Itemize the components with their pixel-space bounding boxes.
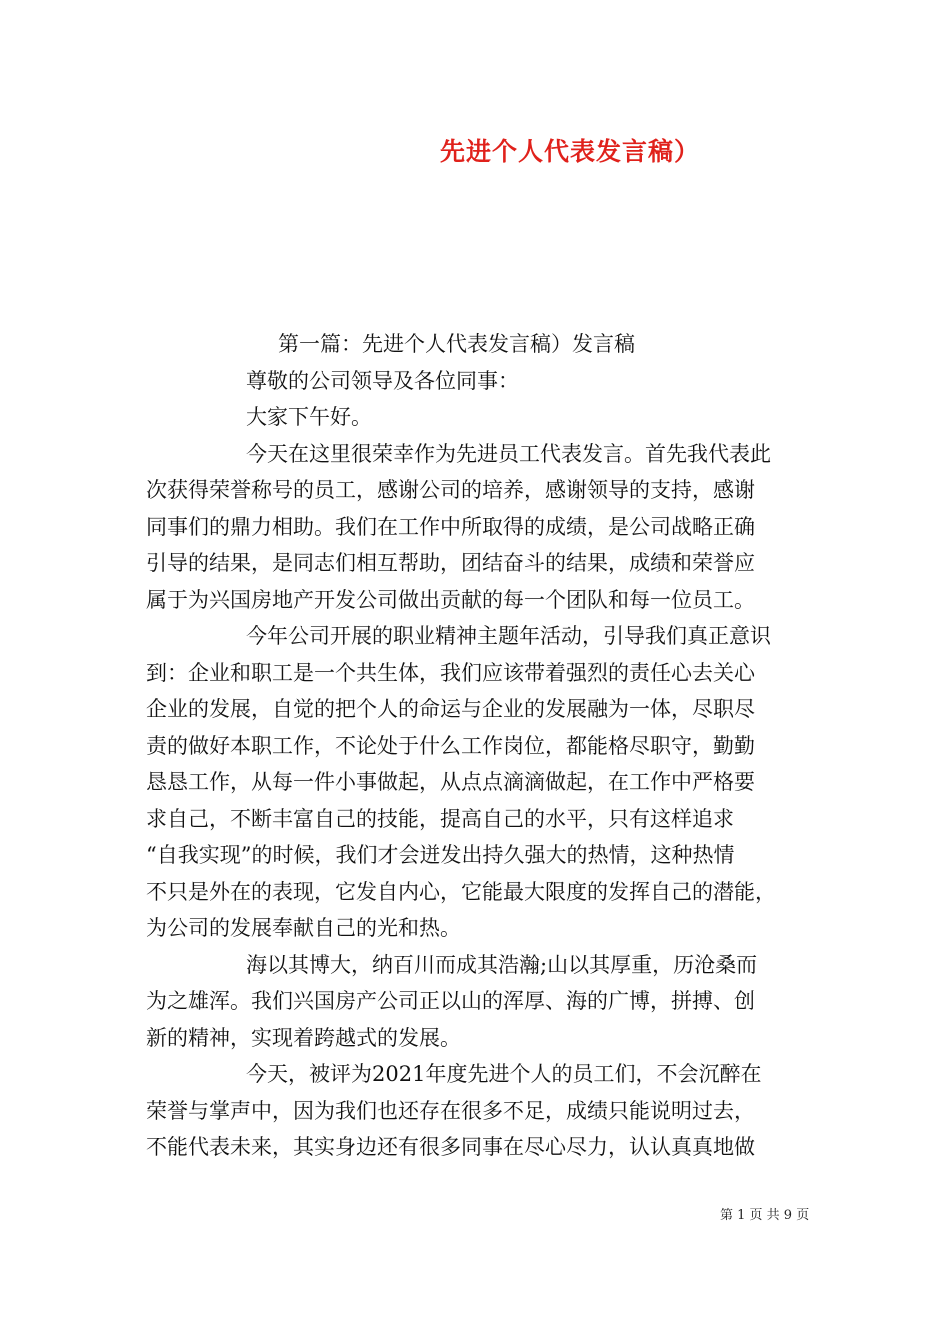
paragraph-line: 属于为兴国房地产开发公司做出贡献的每一个团队和每一位员工。	[146, 587, 755, 612]
paragraph-line: 恳恳工作，从每一件小事做起，从点点滴滴做起，在工作中严格要	[146, 770, 755, 794]
paragraph-4	[146, 1056, 836, 1166]
paragraph-line: 不只是外在的表现，它发自内心，它能最大限度的发挥自己的潜能，	[146, 879, 776, 904]
paragraph-line: 同事们的鼎力相助。我们在工作中所取得的成绩，是公司战略正确	[146, 514, 755, 539]
paragraph-1	[146, 436, 836, 619]
page-number: 第 1 页 共 9 页	[720, 1208, 810, 1223]
paragraph-2	[146, 618, 836, 947]
paragraph-line: 企业的发展，自觉的把个人的命运与企业的发展融为一体，尽职尽	[146, 697, 755, 721]
paragraph-line: “自我实现”的时候，我们才会迸发出持久强大的热情，这种热情	[146, 843, 735, 867]
salutation: 尊敬的公司领导及各位同事：	[246, 368, 519, 393]
paragraph-line: 今天在这里很荣幸作为先进员工代表发言。首先我代表此	[246, 441, 771, 466]
paragraph-line: 今年公司开展的职业精神主题年活动，引导我们真正意识	[246, 624, 771, 648]
section-heading: 第一篇：先进个人代表发言稿）发言稿	[278, 332, 635, 356]
paragraph-line: 引导的结果，是同志们相互帮助，团结奋斗的结果，成绩和荣誉应	[146, 551, 755, 575]
paragraph-line: 今天，被评为2021年度先进个人的员工们，不会沉醉在	[246, 1062, 762, 1086]
paragraph-line: 到：企业和职工是一个共生体，我们应该带着强烈的责任心去关心	[146, 660, 755, 685]
greeting: 大家下午好。	[246, 405, 372, 429]
paragraph-line: 求自己，不断丰富自己的技能，提高自己的水平，只有这样追求	[146, 806, 734, 831]
paragraph-3	[146, 947, 836, 1057]
document-title: 先进个人代表发言稿）	[439, 137, 700, 166]
paragraph-line: 为公司的发展奉献自己的光和热。	[146, 916, 461, 940]
paragraph-line: 新的精神，实现着跨越式的发展。	[146, 1025, 461, 1050]
paragraph-line: 责的做好本职工作，不论处于什么工作岗位，都能格尽职守，勤勤	[146, 733, 755, 758]
document-body	[146, 326, 836, 1166]
paragraph-line: 不能代表未来，其实身边还有很多同事在尽心尽力，认认真真地做	[146, 1135, 755, 1159]
paragraph-line: 海以其博大，纳百川而成其浩瀚;山以其厚重，历沧桑而	[246, 952, 758, 977]
paragraph-line: 为之雄浑。我们兴国房产公司正以山的浑厚、海的广博，拼搏、创	[146, 989, 755, 1013]
paragraph-line: 荣誉与掌声中，因为我们也还存在很多不足，成绩只能说明过去，	[146, 1098, 755, 1123]
paragraph-line: 次获得荣誉称号的员工，感谢公司的培养，感谢领导的支持，感谢	[146, 478, 755, 502]
